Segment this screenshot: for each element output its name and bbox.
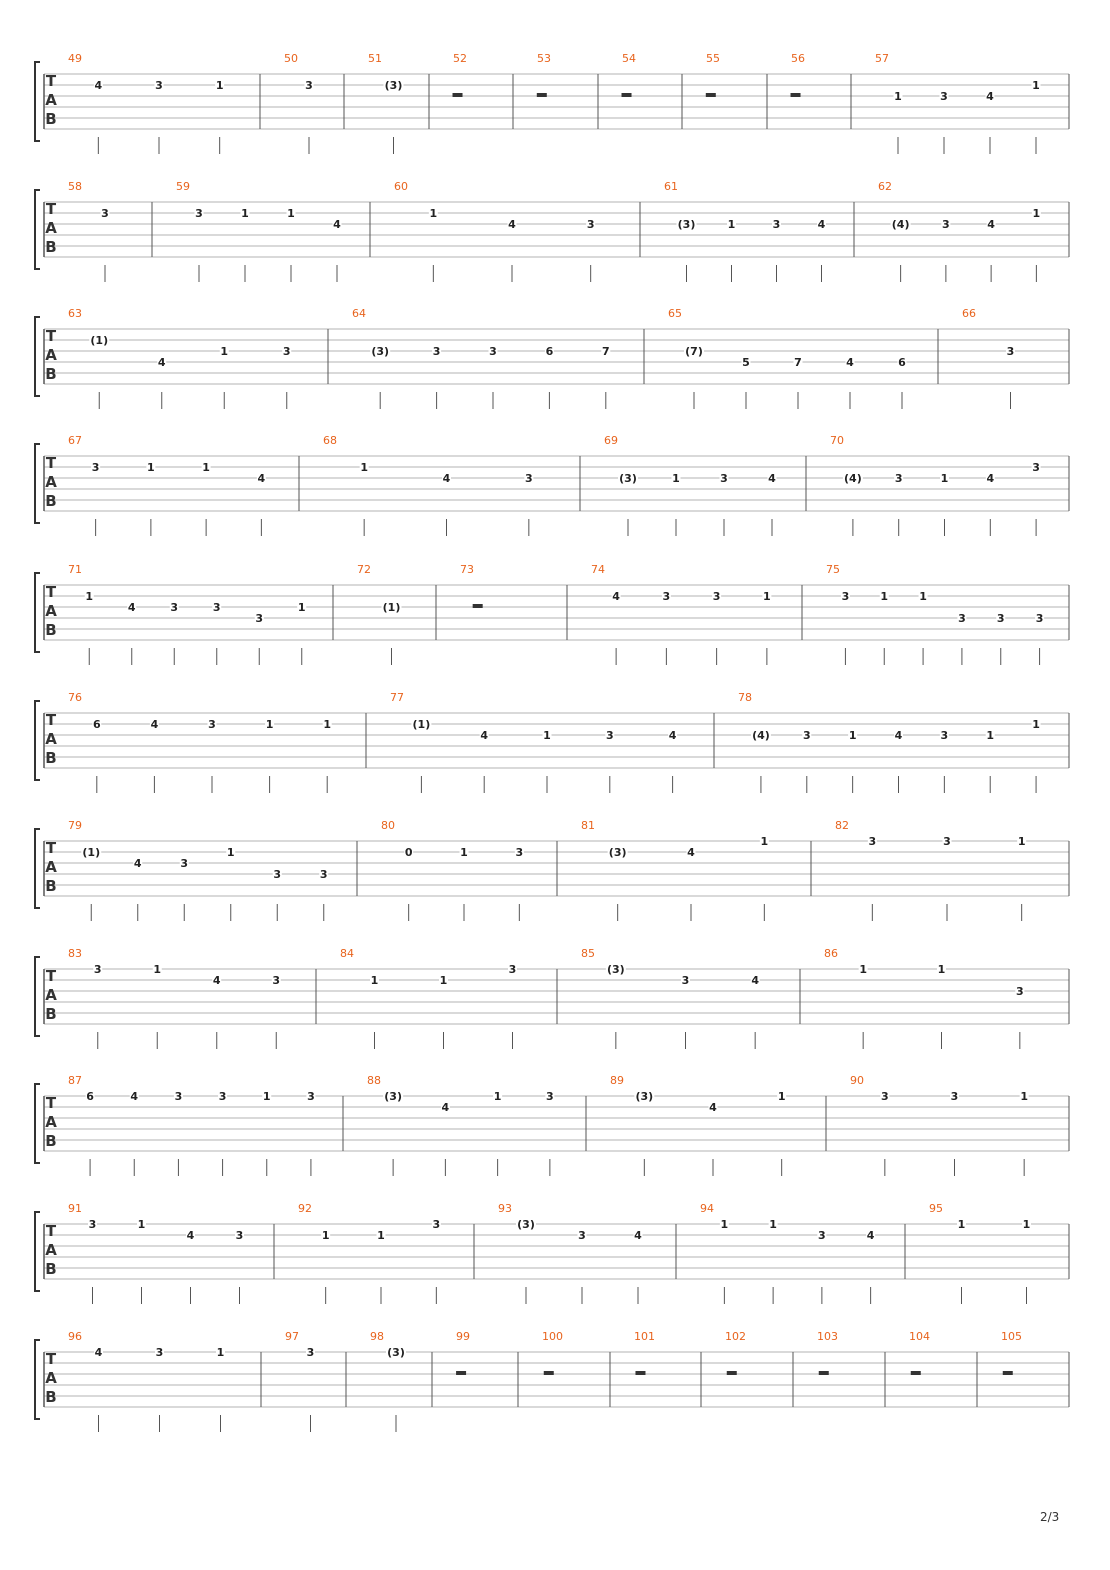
measure-number: 96: [68, 1330, 82, 1343]
measure-number: 102: [725, 1330, 746, 1343]
tab-clef-letter: T: [45, 327, 57, 345]
whole-rest: [911, 1371, 921, 1375]
fret-number: 3: [546, 1090, 554, 1103]
fret-number: 3: [282, 345, 291, 358]
measure-number: 55: [706, 52, 720, 65]
fret-number: 1: [1017, 835, 1026, 848]
fret-number: 3: [218, 1090, 227, 1103]
fret-number: 1: [202, 461, 210, 474]
tab-clef-letter: B: [45, 1388, 57, 1406]
fret-number: 1: [1032, 79, 1040, 92]
fret-number: 3: [432, 345, 441, 358]
fret-number: 1: [937, 963, 946, 976]
fret-number: 3: [605, 729, 614, 742]
fret-number: 4: [866, 1229, 875, 1242]
measure-number: 92: [298, 1202, 312, 1215]
fret-number: 0: [404, 846, 413, 859]
tab-clef-letter: T: [45, 1094, 57, 1112]
system-bracket: [35, 62, 40, 141]
measure-number: 60: [394, 180, 408, 193]
fret-number: (1): [82, 846, 101, 859]
fret-number: 3: [508, 963, 517, 976]
fret-number: 3: [720, 472, 728, 485]
fret-number: 3: [212, 601, 221, 614]
measure-number: 66: [962, 307, 976, 320]
fret-number: (3): [517, 1218, 535, 1231]
tab-clef-letter: A: [45, 1241, 57, 1259]
fret-number: (1): [412, 718, 431, 731]
fret-number: 3: [958, 612, 966, 625]
fret-number: 3: [841, 590, 850, 603]
whole-rest: [622, 93, 632, 97]
fret-number: 3: [319, 868, 328, 881]
whole-rest: [1003, 1371, 1013, 1375]
fret-number: 3: [273, 868, 282, 881]
tab-clef-letter: B: [45, 110, 57, 128]
fret-number: (7): [685, 345, 703, 358]
fret-number: 1: [220, 345, 229, 358]
tab-clef-letter: A: [45, 346, 57, 364]
measure-number: 69: [604, 434, 618, 447]
fret-number: 4: [612, 590, 620, 603]
tab-clef-letter: T: [45, 1222, 57, 1240]
measure-number: 78: [738, 691, 752, 704]
tab-clef-letter: T: [45, 711, 57, 729]
fret-number: 6: [86, 1090, 94, 1103]
fret-number: 1: [1032, 718, 1040, 731]
fret-number: 1: [439, 974, 448, 987]
tab-clef-letter: A: [45, 473, 57, 491]
whole-rest: [456, 1371, 466, 1375]
tab-clef-letter: A: [45, 858, 57, 876]
fret-number: 1: [1032, 207, 1041, 220]
fret-number: 3: [1035, 612, 1044, 625]
fret-number: 1: [880, 590, 889, 603]
system-bracket: [35, 701, 40, 780]
tab-clef-letter: B: [45, 1005, 57, 1023]
measure-number: 94: [700, 1202, 714, 1215]
fret-number: 1: [769, 1218, 777, 1231]
measure-number: 89: [610, 1074, 624, 1087]
fret-number: 3: [894, 472, 903, 485]
fret-number: 4: [94, 79, 103, 92]
system-bracket: [35, 317, 40, 396]
measure-number: 53: [537, 52, 551, 65]
measure-number: 87: [68, 1074, 82, 1087]
fret-number: 3: [432, 1218, 441, 1231]
fret-number: 3: [93, 963, 102, 976]
measure-number: 61: [664, 180, 678, 193]
fret-number: 4: [986, 472, 995, 485]
whole-rest: [819, 1371, 829, 1375]
fret-number: 1: [85, 590, 94, 603]
tab-clef-letter: A: [45, 219, 57, 237]
fret-number: 3: [489, 345, 497, 358]
measure-number: 56: [791, 52, 805, 65]
fret-number: 4: [157, 356, 166, 369]
fret-number: 3: [1032, 461, 1040, 474]
fret-number: 4: [212, 974, 221, 987]
fret-number: 3: [180, 857, 189, 870]
measure-number: 82: [835, 819, 849, 832]
measure-number: 97: [285, 1330, 299, 1343]
fret-number: 3: [307, 1090, 315, 1103]
whole-rest: [537, 93, 547, 97]
fret-number: 3: [662, 590, 671, 603]
fret-number: 4: [480, 729, 489, 742]
fret-number: (4): [844, 472, 862, 485]
fret-number: (3): [384, 1090, 402, 1103]
fret-number: 1: [460, 846, 468, 859]
fret-number: 1: [720, 1218, 729, 1231]
measure-number: 50: [284, 52, 298, 65]
fret-number: (1): [90, 334, 109, 347]
fret-number: (3): [387, 1346, 405, 1359]
fret-number: 4: [846, 356, 854, 369]
tab-clef-letter: T: [45, 72, 57, 90]
fret-number: 1: [727, 218, 736, 231]
measure-number: 91: [68, 1202, 82, 1215]
tab-clef-letter: T: [45, 967, 57, 985]
measure-number: 90: [850, 1074, 864, 1087]
tab-clef-letter: B: [45, 1132, 57, 1150]
measure-number: 68: [323, 434, 337, 447]
measure-number: 58: [68, 180, 82, 193]
fret-number: 6: [92, 718, 101, 731]
measure-number: 64: [352, 307, 366, 320]
fret-number: 3: [91, 461, 100, 474]
tab-clef-letter: B: [45, 749, 57, 767]
fret-number: (3): [606, 963, 625, 976]
fret-number: 1: [287, 207, 295, 220]
whole-rest: [727, 1371, 737, 1375]
fret-number: 3: [802, 729, 811, 742]
fret-number: 3: [818, 1229, 826, 1242]
fret-number: 3: [586, 218, 595, 231]
fret-number: 1: [986, 729, 995, 742]
system-bracket: [35, 957, 40, 1036]
fret-number: 3: [772, 218, 781, 231]
fret-number: 1: [957, 1218, 966, 1231]
fret-number: 3: [515, 846, 524, 859]
measure-number: 52: [453, 52, 467, 65]
fret-number: 1: [919, 590, 927, 603]
measure-number: 98: [370, 1330, 384, 1343]
page-number: 2/3: [1040, 1510, 1060, 1524]
fret-number: 4: [768, 472, 776, 485]
fret-number: 3: [88, 1218, 97, 1231]
measure-number: 80: [381, 819, 395, 832]
fret-number: 3: [868, 835, 877, 848]
fret-number: 4: [751, 974, 759, 987]
fret-number: 1: [226, 846, 235, 859]
fret-number: 3: [155, 1346, 164, 1359]
fret-number: 1: [241, 207, 249, 220]
measure-number: 59: [176, 180, 190, 193]
system-bracket: [35, 829, 40, 908]
fret-number: 1: [370, 974, 379, 987]
whole-rest: [706, 93, 716, 97]
fret-number: 1: [940, 472, 949, 485]
fret-number: 3: [940, 90, 948, 103]
system-bracket: [35, 444, 40, 523]
fret-number: 1: [493, 1090, 502, 1103]
fret-number: 1: [265, 718, 274, 731]
measure-number: 49: [68, 52, 82, 65]
measure-number: 76: [68, 691, 82, 704]
measure-number: 70: [830, 434, 844, 447]
measure-number: 104: [909, 1330, 930, 1343]
fret-number: 4: [986, 90, 994, 103]
measure-number: 71: [68, 563, 82, 576]
measure-number: 105: [1001, 1330, 1022, 1343]
fret-number: 3: [950, 1090, 959, 1103]
system-bracket: [35, 1340, 40, 1419]
fret-number: 1: [147, 461, 155, 474]
fret-number: 4: [333, 218, 341, 231]
measure-number: 86: [824, 947, 838, 960]
fret-number: 1: [137, 1218, 146, 1231]
tab-clef-letter: B: [45, 621, 57, 639]
tab-clef-letter: A: [45, 602, 57, 620]
fret-number: 3: [155, 79, 163, 92]
fret-number: 3: [681, 974, 690, 987]
measure-number: 67: [68, 434, 82, 447]
tab-clef-letter: T: [45, 454, 57, 472]
whole-rest: [544, 1371, 554, 1375]
fret-number: (3): [619, 472, 637, 485]
tab-clef-letter: T: [45, 1350, 57, 1368]
tab-clef-letter: T: [45, 839, 57, 857]
measure-number: 83: [68, 947, 82, 960]
fret-number: 1: [360, 461, 368, 474]
fret-number: 3: [174, 1090, 183, 1103]
fret-number: 6: [545, 345, 554, 358]
fret-number: (3): [608, 846, 627, 859]
fret-number: (4): [752, 729, 770, 742]
fret-number: (3): [384, 79, 403, 92]
fret-number: 3: [170, 601, 179, 614]
measure-number: 73: [460, 563, 474, 576]
fret-number: 3: [235, 1229, 244, 1242]
measure-number: 75: [826, 563, 840, 576]
tab-clef-letter: T: [45, 583, 57, 601]
fret-number: 3: [712, 590, 721, 603]
fret-number: 1: [859, 963, 867, 976]
fret-number: 4: [442, 472, 451, 485]
fret-number: 3: [305, 79, 313, 92]
tab-clef-letter: T: [45, 200, 57, 218]
measure-number: 100: [542, 1330, 563, 1343]
measure-number: 95: [929, 1202, 943, 1215]
fret-number: 1: [216, 1346, 225, 1359]
fret-number: 3: [525, 472, 533, 485]
fret-number: 1: [429, 207, 438, 220]
fret-number: 7: [601, 345, 610, 358]
fret-number: 4: [817, 218, 826, 231]
fret-number: 1: [543, 729, 551, 742]
measure-number: 79: [68, 819, 82, 832]
fret-number: 1: [297, 601, 306, 614]
fret-number: 4: [133, 857, 142, 870]
fret-number: 3: [942, 218, 950, 231]
measure-number: 81: [581, 819, 595, 832]
tab-clef-letter: A: [45, 1113, 57, 1131]
measure-number: 103: [817, 1330, 838, 1343]
fret-number: (3): [677, 218, 696, 231]
fret-number: 4: [668, 729, 677, 742]
system-bracket: [35, 190, 40, 269]
tab-clef-letter: B: [45, 1260, 57, 1278]
fret-number: 1: [153, 963, 162, 976]
tab-clef-letter: A: [45, 91, 57, 109]
tab-clef-letter: B: [45, 238, 57, 256]
fret-number: 4: [150, 718, 159, 731]
fret-number: 4: [634, 1229, 642, 1242]
measure-number: 77: [390, 691, 404, 704]
fret-number: 4: [894, 729, 903, 742]
fret-number: 3: [943, 835, 951, 848]
measure-number: 101: [634, 1330, 655, 1343]
fret-number: 3: [996, 612, 1005, 625]
tab-clef-letter: A: [45, 730, 57, 748]
fret-number: 3: [195, 207, 203, 220]
whole-rest: [453, 93, 463, 97]
fret-number: 3: [306, 1346, 315, 1359]
measure-number: 51: [368, 52, 382, 65]
fret-number: 3: [272, 974, 281, 987]
measure-number: 62: [878, 180, 892, 193]
fret-number: 4: [508, 218, 516, 231]
fret-number: 1: [377, 1229, 385, 1242]
whole-rest: [635, 1371, 645, 1375]
fret-number: 3: [255, 612, 264, 625]
measure-number: 85: [581, 947, 595, 960]
fret-number: 7: [794, 356, 802, 369]
measure-number: 93: [498, 1202, 512, 1215]
fret-number: 1: [777, 1090, 786, 1103]
fret-number: 1: [323, 718, 332, 731]
fret-number: 1: [1020, 1090, 1028, 1103]
fret-number: (4): [891, 218, 910, 231]
fret-number: 4: [441, 1101, 450, 1114]
tab-clef-letter: B: [45, 492, 57, 510]
fret-number: (1): [382, 601, 401, 614]
fret-number: 1: [848, 729, 857, 742]
fret-number: 4: [257, 472, 266, 485]
tab-clef-letter: A: [45, 1369, 57, 1387]
fret-number: 3: [881, 1090, 889, 1103]
fret-number: 1: [262, 1090, 271, 1103]
fret-number: 1: [321, 1229, 330, 1242]
fret-number: 4: [186, 1229, 195, 1242]
measure-number: 74: [591, 563, 605, 576]
measure-number: 84: [340, 947, 354, 960]
system-bracket: [35, 573, 40, 652]
fret-number: 1: [894, 90, 902, 103]
fret-number: 4: [94, 1346, 103, 1359]
fret-number: (3): [635, 1090, 654, 1103]
measure-number: 63: [68, 307, 82, 320]
fret-number: 1: [763, 590, 771, 603]
system-bracket: [35, 1212, 40, 1291]
whole-rest: [791, 93, 801, 97]
measure-number: 88: [367, 1074, 381, 1087]
fret-number: 3: [208, 718, 216, 731]
fret-number: 4: [127, 601, 136, 614]
fret-number: 1: [672, 472, 680, 485]
measure-number: 99: [456, 1330, 470, 1343]
measure-number: 72: [357, 563, 371, 576]
fret-number: 4: [987, 218, 995, 231]
fret-number: 3: [578, 1229, 586, 1242]
fret-number: (3): [371, 345, 390, 358]
measure-number: 65: [668, 307, 682, 320]
tab-clef-letter: B: [45, 877, 57, 895]
fret-number: 3: [1006, 345, 1015, 358]
fret-number: 4: [130, 1090, 139, 1103]
measure-number: 57: [875, 52, 889, 65]
fret-number: 1: [760, 835, 769, 848]
measure-number: 54: [622, 52, 636, 65]
fret-number: 4: [687, 846, 695, 859]
tab-clef-letter: B: [45, 365, 57, 383]
tab-clef-letter: A: [45, 986, 57, 1004]
fret-number: 1: [215, 79, 224, 92]
system-bracket: [35, 1084, 40, 1163]
fret-number: 5: [742, 356, 750, 369]
fret-number: 1: [1022, 1218, 1031, 1231]
fret-number: 6: [898, 356, 906, 369]
whole-rest: [473, 604, 483, 608]
fret-number: 3: [940, 729, 949, 742]
fret-number: 3: [101, 207, 109, 220]
fret-number: 4: [709, 1101, 717, 1114]
fret-number: 3: [1016, 985, 1024, 998]
